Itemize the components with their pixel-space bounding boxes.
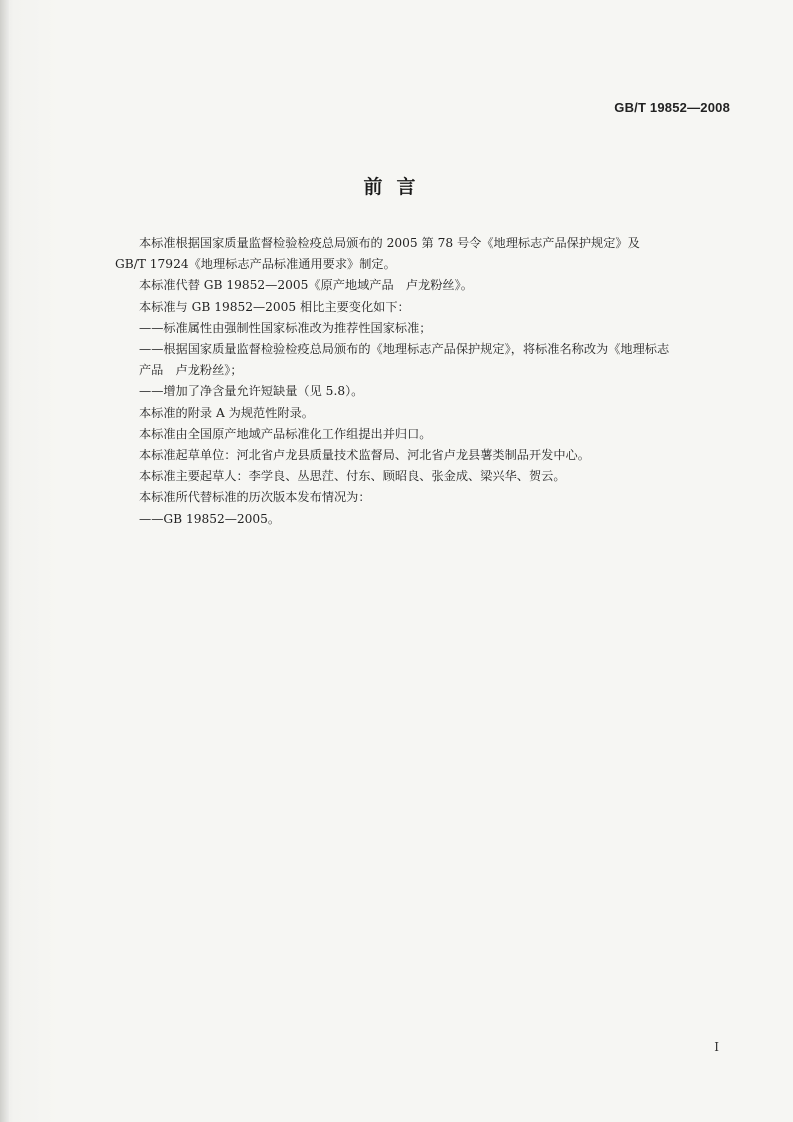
page-title: 前言 (363, 176, 430, 198)
list-item: ——标准属性由强制性国家标准改为推荐性国家标准； (139, 320, 432, 335)
list-item: ——根据国家质量监督检验检疫总局颁布的《地理标志产品保护规定》，将标准名称改为《地理标志 (139, 342, 670, 357)
paragraph: 本标准与 GB 19852—2005 相比主要变化如下： (139, 299, 410, 314)
paragraph: 本标准所代替标准的历次版本发布情况为： (139, 490, 371, 505)
paragraph: 本标准代替 GB 19852—2005《原产地域产品 卢龙粉丝》。 (139, 278, 473, 293)
paragraph: 本标准的附录 A 为规范性附录。 (139, 405, 314, 420)
paragraph: 本标准起草单位：河北省卢龙县质量技术监督局、河北省卢龙县薯类制品开发中心。 (139, 448, 590, 463)
paragraph: GB/T 17924《地理标志产品标准通用要求》制定。 (115, 257, 396, 272)
foreword-body (115, 233, 735, 530)
document-code: GB/T 19852—2008 (614, 100, 730, 115)
page-binding-edge (0, 0, 9, 1122)
paragraph: 本标准根据国家质量监督检验检疫总局颁布的 2005 第 78 号令《地理标志产品保护规定》及 (139, 236, 640, 250)
paragraph: 本标准主要起草人：李学良、丛思茳、付东、顾昭良、张金成、梁兴华、贺云。 (139, 469, 566, 484)
paragraph: 本标准由全国原产地域产品标准化工作组提出并归口。 (139, 426, 432, 441)
list-item: ——GB 19852—2005。 (139, 511, 281, 526)
list-item-continuation: 产品 卢龙粉丝》； (139, 363, 243, 378)
page-number: I (714, 1040, 719, 1054)
list-item: ——增加了净含量允许短缺量（见 5.8）。 (139, 384, 364, 399)
